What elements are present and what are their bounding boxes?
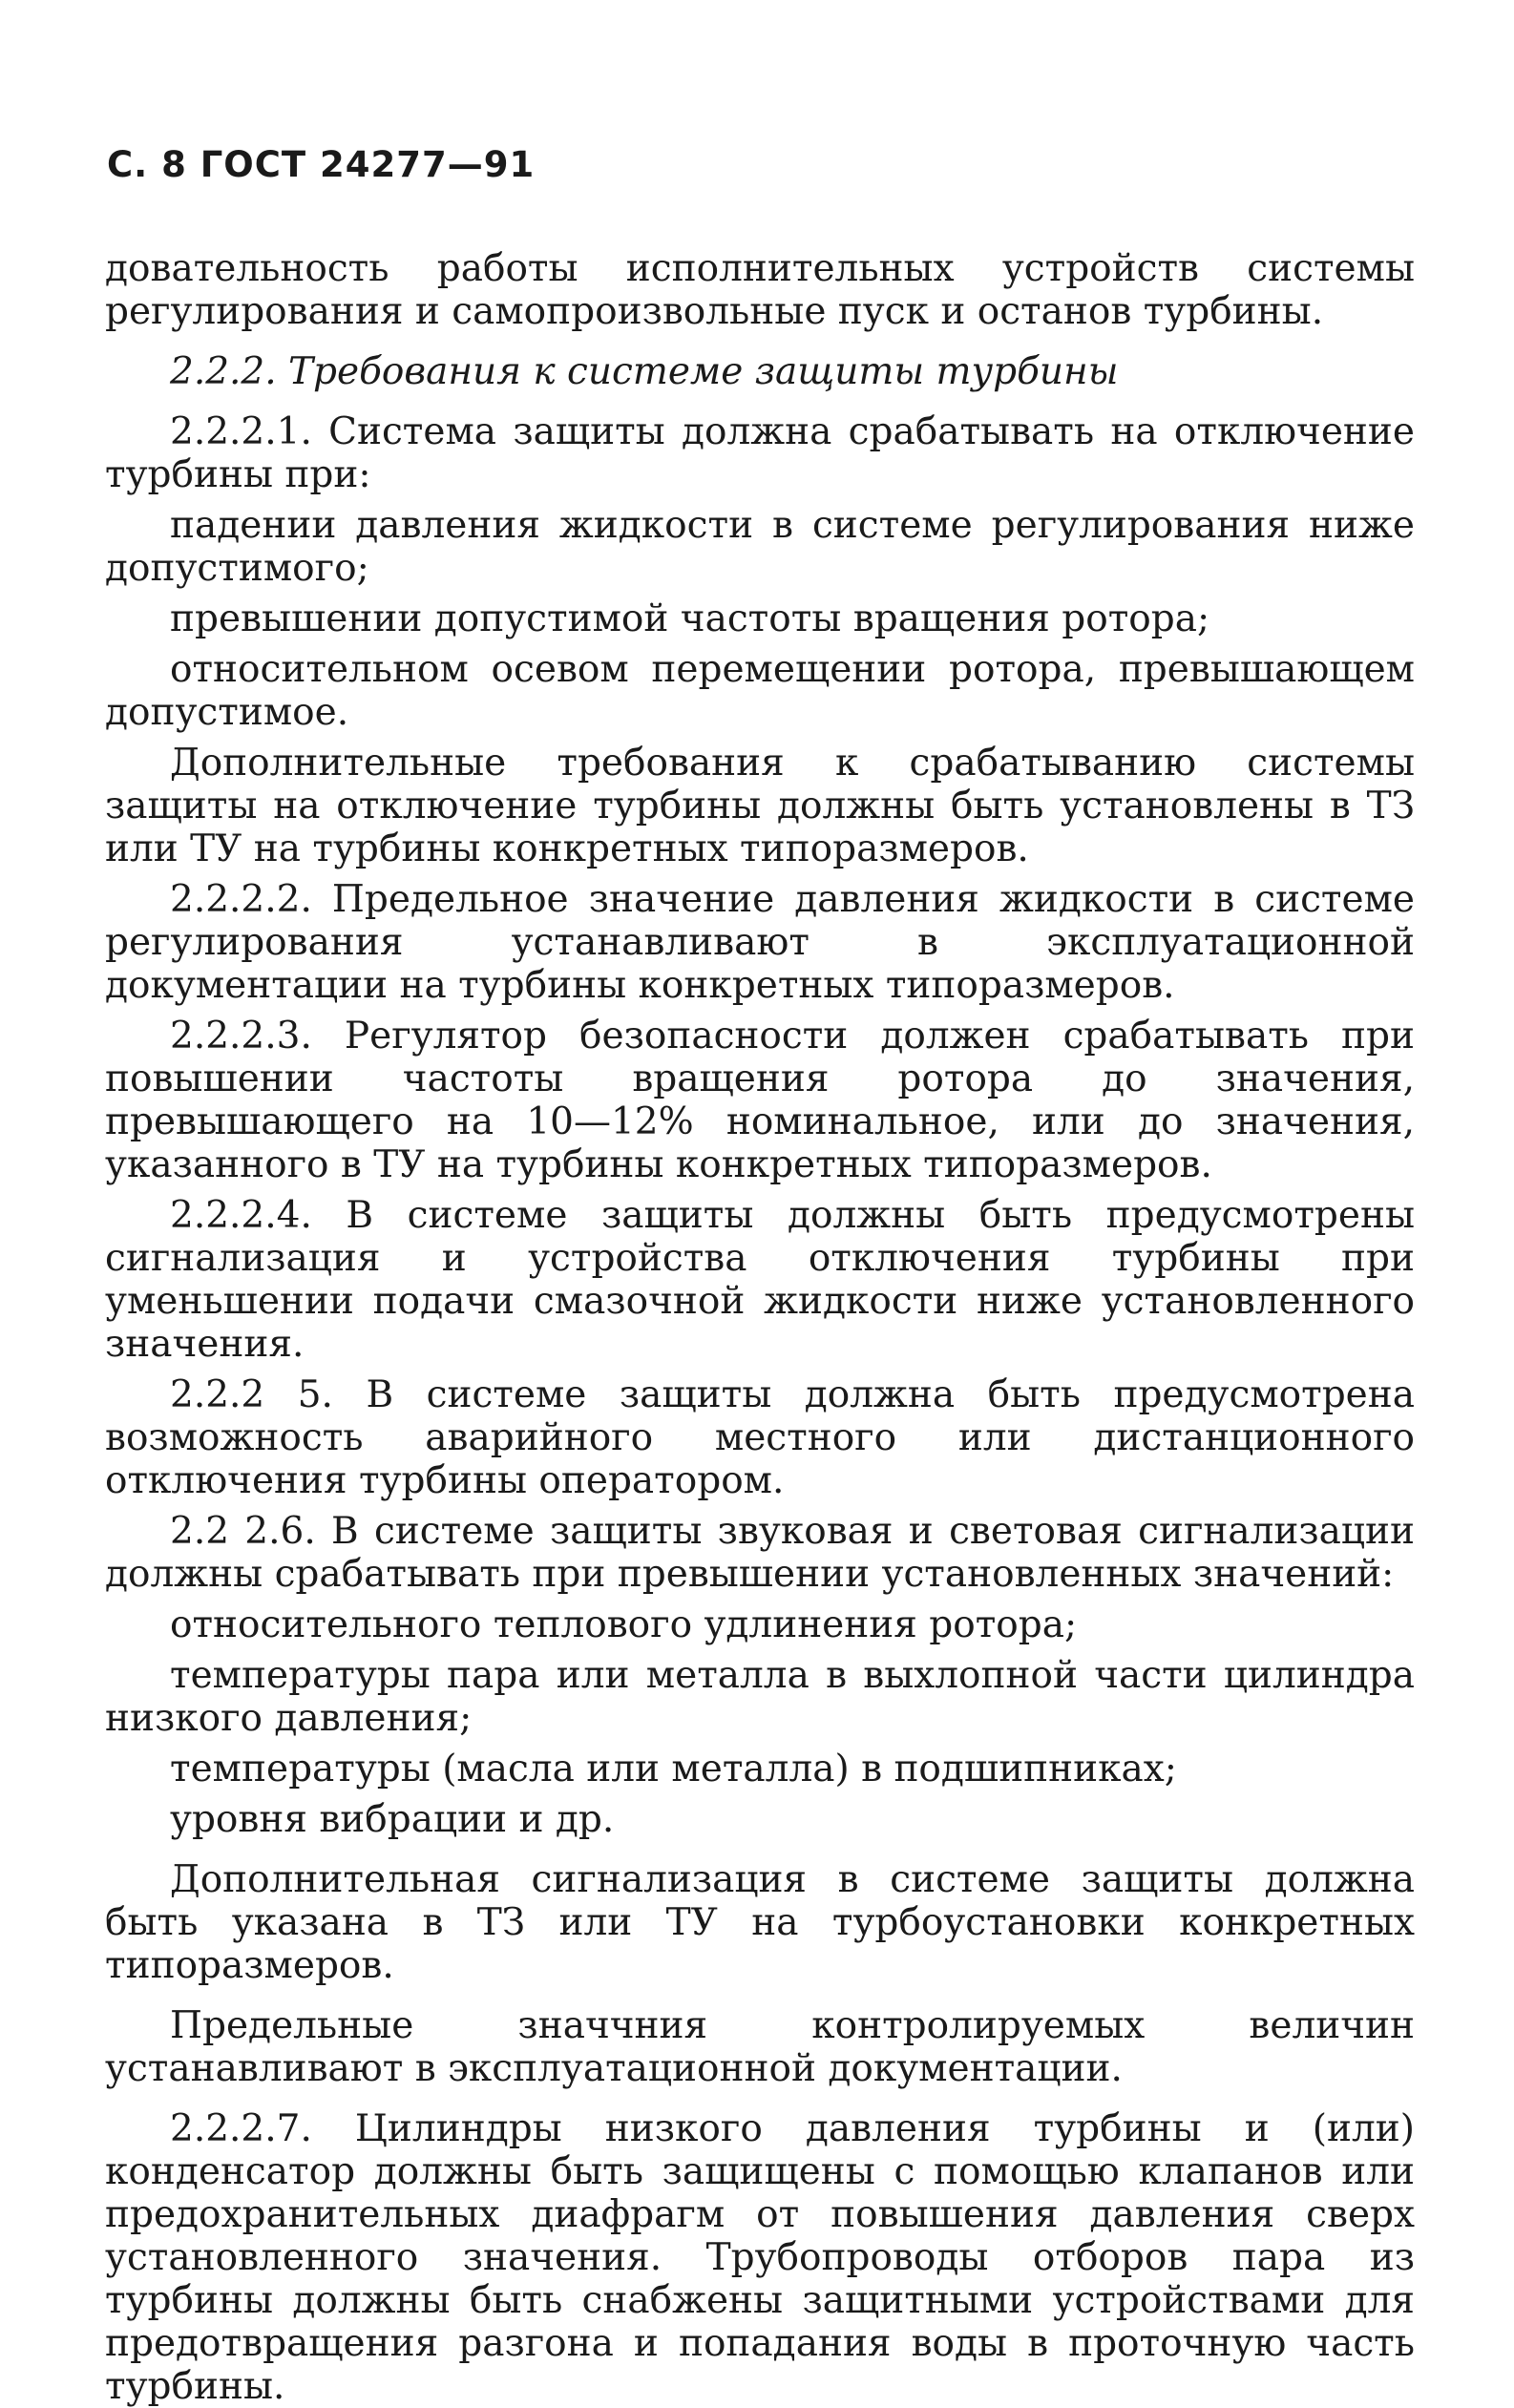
list-item-bearing-temperature: температуры (масла или металла) в подшипниках; [170, 1748, 1177, 1790]
paragraph-2-2-2-5: 2.2.2 5. В системе защиты должна быть предусмотрена возможность аварийного местного или дистанционного отключения турбины оператором. [105, 1373, 1415, 1502]
paragraph-2-2-2-7: 2.2.2.7. Цилиндры низкого давления турбины и (или) конденсатор должны быть защищены с помощью клапанов или предохранительных диафрагм от повышения давления сверх установленного значения. Трубопроводы отборов пара из турбины должны быть снабжены защитными устройствами для предотвращения разгона и попадания воды в проточную часть турбины. [105, 2107, 1415, 2408]
list-item-thermal-elongation: относительного теплового удлинения ротора; [170, 1603, 1078, 1646]
list-item-axial-displacement: относительном осевом перемещении ротора, превышающем допустимое. [105, 648, 1415, 734]
paragraph-additional-requirements: Дополнительные требования к срабатыванию системы защиты на отключение турбины должны быть установлены в ТЗ или ТУ на турбины конкретных типоразмеров. [105, 742, 1415, 870]
paragraph-limit-values: Предельные значчния контролируемых величин устанавливают в эксплуатационной документации. [105, 2004, 1415, 2090]
document-body [105, 247, 1415, 2408]
section-heading-2-2-2: 2.2.2. Требования к системе защиты турбины [170, 350, 1119, 393]
paragraph-2-2-2-2: 2.2.2.2. Предельное значение давления жидкости в системе регулирования устанавливают в эксплуатационной документации на турбины конкретных типоразмеров. [105, 878, 1415, 1007]
page-header: С. 8 ГОСТ 24277—91 [107, 144, 536, 185]
paragraph-continuation: довательность работы исполнительных устройств системы регулирования и самопроизвольные пуск и останов турбины. [105, 247, 1415, 333]
list-item-overspeed: превышении допустимой частоты вращения ротора; [170, 597, 1210, 640]
paragraph-additional-signaling: Дополнительная сигнализация в системе защиты должна быть указана в ТЗ или ТУ на турбоустановки конкретных типоразмеров. [105, 1858, 1415, 1987]
paragraph-2-2-2-1: 2.2.2.1. Система защиты должна срабатывать на отключение турбины при: [105, 410, 1415, 496]
paragraph-2-2-2-6: 2.2 2.6. В системе защиты звуковая и световая сигнализации должны срабатывать при превышении установленных значений: [105, 1510, 1415, 1596]
list-item-pressure-drop: падении давления жидкости в системе регулирования ниже допустимого; [105, 504, 1415, 590]
list-item-vibration: уровня вибрации и др. [170, 1798, 615, 1841]
list-item-exhaust-temperature: температуры пара или металла в выхлопной части цилиндра низкого давления; [105, 1654, 1415, 1740]
paragraph-2-2-2-3: 2.2.2.3. Регулятор безопасности должен срабатывать при повышении частоты вращения ротора до значения, превышающего на 10—12% номинальное, или до значения, указанного в ТУ на турбины конкретных типоразмеров. [105, 1015, 1415, 1186]
paragraph-2-2-2-4: 2.2.2.4. В системе защиты должны быть предусмотрены сигнализация и устройства отключения турбины при уменьшении подачи смазочной жидкости ниже установленного значения. [105, 1194, 1415, 1366]
